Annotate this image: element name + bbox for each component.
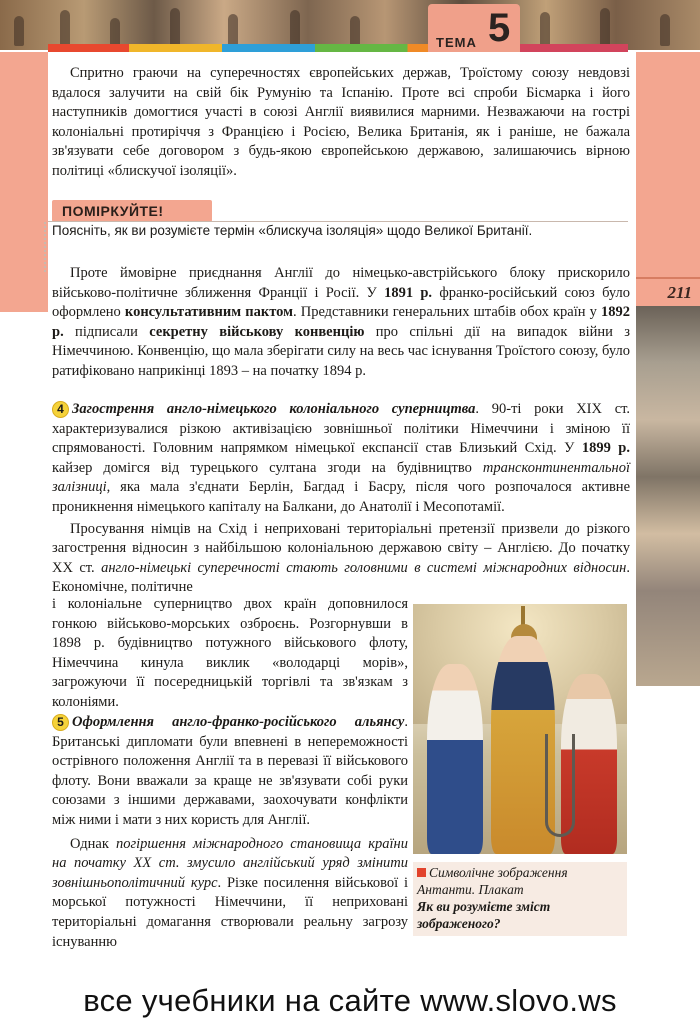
- think-box-side-rule: [44, 222, 48, 272]
- think-box-header: ПОМІРКУЙТЕ!: [52, 200, 212, 222]
- paragraph-6-text: Однак погіршення міжнародного становища країни на початку XX ст. змусило англійський уряд змінити зовнішньополітичний курс. Різке посилення військової і морської потужності Німеччини, її неприховані територіальні домагання створювали реальну загрозу існуванню: [52, 835, 408, 950]
- caption-question: Як ви розумієте зміст зображеного?: [417, 899, 551, 931]
- page-number-box: [636, 277, 700, 307]
- entente-poster-image: [413, 604, 627, 854]
- paragraph-5: [52, 595, 408, 713]
- section-5-text: 5 Оформлення англо-франко-російського альянсу. Британські дипломати були впевнені в непереможності острівного положення Англії та в перевазі її військового флоту. Вони вважали за краще не зв'язувати собі руки союзами з іншими державами, заохочувати конфлікти між ними і мати з них користь для Англії.: [52, 714, 408, 828]
- header-illustration-band: [0, 0, 700, 50]
- page-number: 211: [667, 283, 692, 302]
- paragraph-2-text: Проте ймовірне приєднання Англії до німецько-австрійського блоку прискорило військово-політичне зближення Франції і Росії. У 1891 р. франко-російський союз було оформлено консультативним пактом. Представники генеральних штабів обох країн у 1892 р. підписали секретну військову конвенцію про спільні дії на випадок війни з Німеччиною. Конвенцію, що мала зберігати силу на весь час існування Троїстого союзу, було ратифіковано наприкінці 1893 – на початку 1894 р.: [52, 265, 631, 379]
- tema-number: 5: [488, 6, 511, 50]
- paragraph-4-text: Просування німців на Схід і неприховані територіальні претензії призвели до різкого загострення відносин з найбільшою колоніальною державою світу – Англією. До початку XX ст. англо-німецькі суперечності стають головними в системі міжнародних відносин. Економічне, політичне: [52, 520, 631, 596]
- margin-artwork: [636, 306, 700, 686]
- site-footer-text: все учебники на сайте www.slovo.ws: [83, 983, 617, 1018]
- section-5: [52, 713, 408, 952]
- caption-marker-icon: [417, 868, 426, 877]
- tema-tab: [428, 4, 520, 52]
- think-box-text: Поясніть, як ви розумієте термін «блискуча ізоляція» щодо Великої Британії.: [52, 223, 533, 238]
- section-4-number: 4: [52, 401, 69, 418]
- paragraph-1-text: Спритно граючи на суперечностях європейських держав, Троїстому союзу невдовзі вдалося залучити на свій бік Румунію та Іспанію. Проте всі спроби Бісмарка і його наступників домогтися участі в союзі Англії виявилися марними. Незважаючи на гострі колоніальні протиріччя з Францією і Росією, Велика Британія, як і раніше, не бажала зв'язувати себе договором з будь-якою європейською державою, залишаючись вірною політиці «блискучої ізоляції».: [52, 65, 630, 179]
- caption-title: Символічне зображення Антанти. Плакат: [417, 865, 568, 897]
- section-4-text: 4 Загострення англо-німецького колоніального суперництва. 90-ті роки XIX ст. характеризувалися різкою активізацією зовнішньої політики Німеччини і зміною її спрямованості. Головним напрямком німецької експансії став Близький Схід. У 1899 р. кайзер домігся від турецького султана згоди на будівництво трансконтинентальної залізниці, яка мала з'єднати Берлін, Багдад і Басру, після чого розпочалося активне проникнення німецького капіталу на Балкани, до Анатолії і Месопотамії.: [52, 401, 630, 515]
- section-4: [52, 400, 630, 598]
- color-strip: [48, 44, 628, 52]
- paragraph-5-text: і колоніальне суперництво двох країн доповнилося гонкою військово-морських озброєнь. Розгорнувши в 1898 р. будівництво потужного військового флоту, Німеччина кинула виклик «володарці морів», загрожуючи її посередницькій торгівлі та зв'язкам з колоніями.: [52, 596, 408, 710]
- section-5-title: Оформлення англо-франко-російського альянсу: [72, 714, 405, 730]
- paragraph-1: [52, 64, 630, 182]
- section-5-number: 5: [52, 714, 69, 731]
- section-4-title: Загострення англо-німецького колоніального суперництва: [72, 401, 476, 417]
- right-margin-band: [636, 52, 700, 277]
- tema-label: ТЕМА: [436, 35, 477, 50]
- paragraph-2: [52, 264, 630, 382]
- poster-caption: [413, 862, 627, 936]
- left-margin-band: [0, 52, 48, 312]
